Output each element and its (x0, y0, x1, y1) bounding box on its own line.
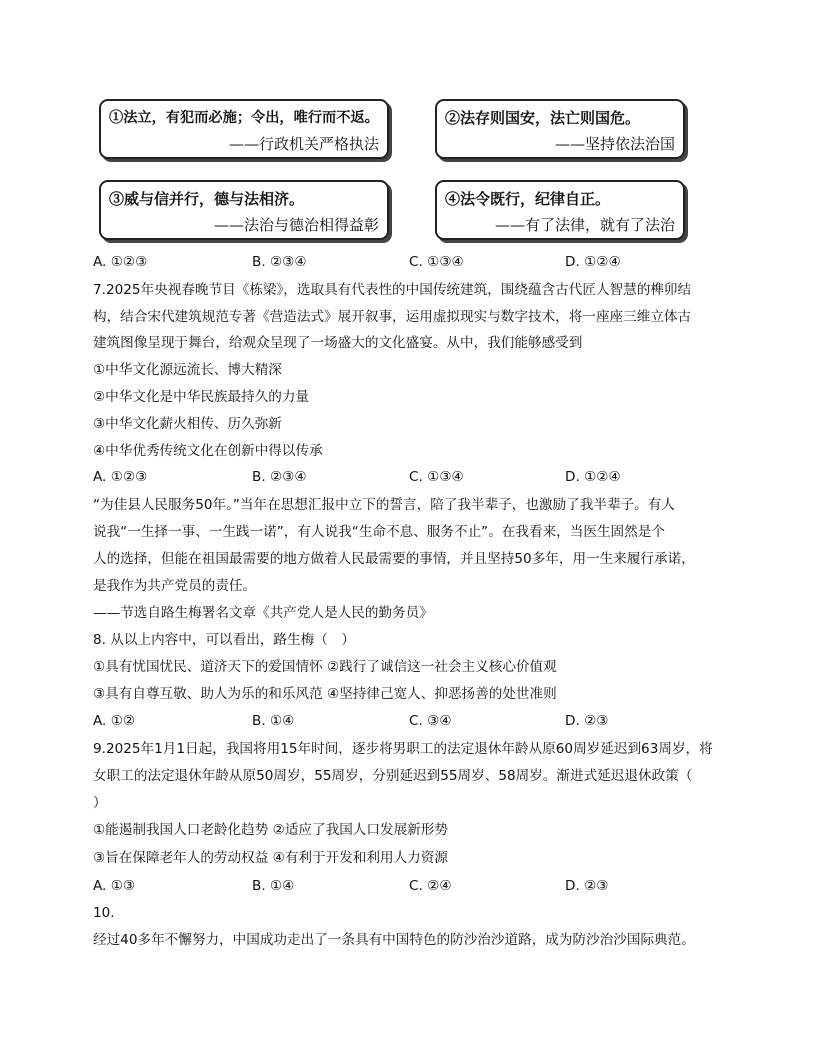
q9-stem-line: 9.2025年1月1日起，我国将用15年时间，逐步将男职工的法定退休年龄从原60周岁延迟到63周岁，将 (93, 741, 713, 757)
option-b: B. ②③④ (252, 469, 307, 485)
q7-item: ②中华文化是中华民族最持久的力量 (93, 389, 310, 405)
q10-stem: 经过40多年不懈努力，中国成功走出了一条具有中国特色的防沙治沙道路，成为防沙治沙国际典范。 (93, 932, 695, 948)
option-a: A. ①② (93, 713, 136, 729)
quote-card-3 (99, 180, 389, 240)
option-d: D. ②③ (565, 878, 609, 894)
passage-line: 说我“一生择一事、一生践一诺”，有人说我“生命不息、服务不止”。在我看来，当医生固然是个 (93, 524, 665, 540)
q9-item: ③旨在保障老年人的劳动权益 ④有利于开发和利用人力资源 (93, 850, 448, 866)
option-a: A. ①②③ (93, 254, 148, 270)
option-c: C. ②④ (409, 878, 452, 894)
q8-item: ①具有忧国忧民、道济天下的爱国情怀 ②践行了诚信这一社会主义核心价值观 (93, 659, 557, 675)
quote-interpretation: ——坚持依法治国 (554, 135, 675, 153)
q7-stem-line: 建筑图像呈现于舞台，给观众呈现了一场盛大的文化盛宴。从中，我们能够感受到 (93, 335, 583, 351)
q8-stem: 8. 从以上内容中，可以看出，路生梅（ ） (93, 632, 355, 648)
quote-interpretation: ——行政机关严格执法 (228, 135, 379, 153)
q9-options (93, 876, 723, 896)
q7-item: ④中华优秀传统文化在创新中得以传承 (93, 443, 323, 459)
option-b: B. ①④ (252, 878, 295, 894)
q10-number: 10. (93, 905, 115, 921)
option-c: C. ③④ (409, 713, 452, 729)
passage-line: “为佳县人民服务50年。”当年在思想汇报中立下的誓言，陪了我半辈子，也激励了我半辈子。有人 (93, 497, 675, 513)
q6-options (93, 252, 723, 272)
q7-item: ③中华文化薪火相传、历久弥新 (93, 416, 282, 432)
quote-interpretation: ——有了法律，就有了法治 (494, 216, 675, 234)
quote-card-2 (435, 99, 685, 159)
q9-stem-line: 女职工的法定退休年龄从原50周岁，55周岁，分别延迟到55周岁、58周岁。渐进式延迟退休政策（ (93, 768, 693, 784)
option-d: D. ②③ (565, 713, 609, 729)
q7-stem-line: 7.2025年央视春晚节目《栋梁》，选取具有代表性的中国传统建筑，围绕蕴含古代匠人智慧的榫卯结 (93, 282, 692, 298)
quote-text: ②法存则国安，法亡则国危。 (445, 109, 641, 127)
quote-card-4 (435, 180, 685, 240)
passage-line: 人的选择，但能在祖国最需要的地方做着人民最需要的事情，并且坚持50多年，用一生来履行承诺， (93, 551, 695, 567)
quote-interpretation: ——法治与德治相得益彰 (213, 216, 379, 234)
q7-item: ①中华文化源远流长、博大精深 (93, 362, 282, 378)
passage-line: 是我作为共产党员的责任。 (93, 578, 257, 594)
option-b: B. ②③④ (252, 254, 307, 270)
quote-text: ③威与信并行，德与法相济。 (109, 190, 305, 208)
option-b: B. ①④ (252, 713, 295, 729)
option-d: D. ①②④ (565, 469, 621, 485)
option-c: C. ①③④ (409, 254, 464, 270)
q9-stem-line: ） (93, 795, 107, 811)
q8-options (93, 711, 723, 731)
quote-text: ④法令既行，纪律自正。 (445, 190, 611, 208)
passage-source: ——节选自路生梅署名文章《共产党人是人民的勤务员》 (93, 605, 433, 621)
q9-item: ①能遏制我国人口老龄化趋势 ②适应了我国人口发展新形势 (93, 822, 448, 838)
option-a: A. ①②③ (93, 469, 148, 485)
q8-item: ③具有自尊互敬、助人为乐的和乐风范 ④坚持律己宽人、抑恶扬善的处世准则 (93, 686, 557, 702)
q7-stem-line: 构，结合宋代建筑规范专著《营造法式》展开叙事，运用虚拟现实与数字技术，将一座座三维立体古 (93, 309, 692, 325)
quote-text: ①法立，有犯而必施；令出，唯行而不返。 (109, 110, 379, 126)
option-c: C. ①③④ (409, 469, 464, 485)
option-a: A. ①③ (93, 878, 136, 894)
q7-options (93, 467, 723, 487)
option-d: D. ①②④ (565, 254, 621, 270)
quote-card-1 (99, 99, 389, 159)
